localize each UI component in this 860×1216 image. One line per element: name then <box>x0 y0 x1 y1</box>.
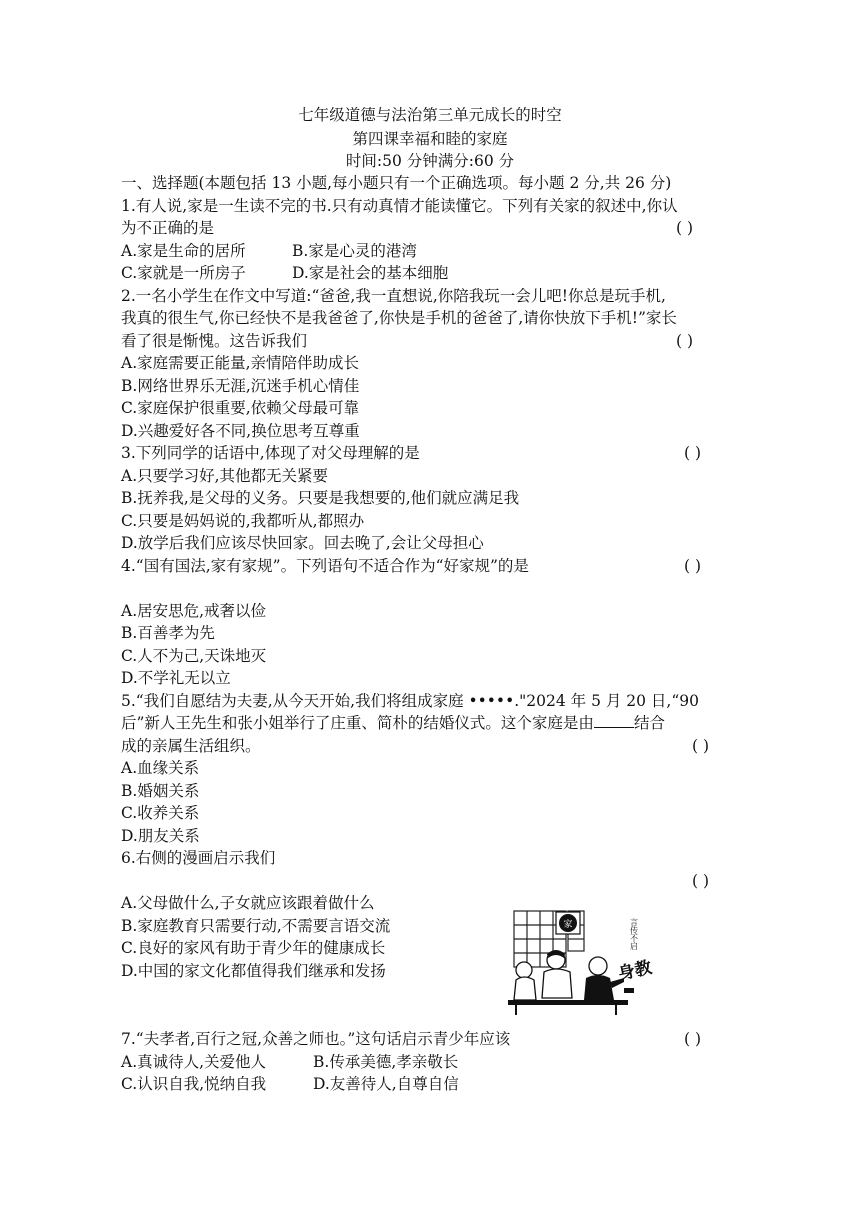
q3-option-b: B.抚养我,是父母的义务。只要是我想要的,他们就应满足我 <box>121 489 520 507</box>
family-comic-image <box>506 908 664 1016</box>
q5-option-d: D.朋友关系 <box>121 827 200 845</box>
q6-option-a: A.父母做什么,子女就应该跟着做什么 <box>121 894 375 912</box>
q5-answer-blank[interactable]: ( ) <box>692 737 710 755</box>
q4-option-a: A.居安思危,戒奢以俭 <box>121 602 267 620</box>
lesson-title: 第四课幸福和睦的家庭 <box>352 130 508 148</box>
q1-option-c: C.家就是一所房子 <box>121 264 246 282</box>
q7-option-c: C.认识自我,悦纳自我 <box>121 1075 267 1093</box>
q4-option-b: B.百善孝为先 <box>121 624 215 642</box>
q4-stem: 4.“国有国法,家有家规”。下列语句不适合作为“好家规”的是 <box>121 557 529 575</box>
q2-answer-blank[interactable]: ( ) <box>676 332 694 350</box>
q3-answer-blank[interactable]: ( ) <box>684 444 702 462</box>
q5-stem-line3: 成的亲属生活组织。 <box>121 737 261 755</box>
svg-text:家: 家 <box>563 920 573 930</box>
comic-caption-large: 身教 <box>616 957 654 985</box>
q4-option-c: C.人不为己,天诛地灭 <box>121 647 267 665</box>
q2-stem-line3: 看了很是惭愧。这告诉我们 <box>121 332 308 350</box>
q5-stem-line2-text: 后”新人王先生和张小姐举行了庄重、简朴的结婚仪式。这个家庭是由 <box>121 714 594 732</box>
comic-caption-small: 言传不启 <box>629 918 639 950</box>
q1-option-a: A.家是生命的居所 <box>121 242 246 260</box>
q1-stem-line2: 为不正确的是 <box>121 219 215 237</box>
q5-stem-line2 <box>121 712 665 734</box>
q2-option-b: B.网络世界乐无涯,沉迷手机心情佳 <box>121 377 360 395</box>
q5-stem-line1: 5.“我们自愿结为夫妻,从今天开始,我们将组成家庭 •••••."2024 年 5 月 20 日,“90 <box>121 692 700 710</box>
q3-option-d: D.放学后我们应该尽快回家。回去晚了,会让父母担心 <box>121 534 484 552</box>
q6-answer-blank[interactable]: ( ) <box>692 872 710 890</box>
q2-option-c: C.家庭保护很重要,依赖父母最可靠 <box>121 399 360 417</box>
q7-option-b: B.传承美德,孝亲敬长 <box>313 1053 459 1071</box>
q5-stem-line2-end: 结合 <box>633 714 665 732</box>
q2-option-a: A.家庭需要正能量,亲情陪伴助成长 <box>121 354 360 372</box>
q1-option-b: B.家是心灵的港湾 <box>292 242 417 260</box>
q6-option-b: B.家庭教育只需要行动,不需要言语交流 <box>121 917 391 935</box>
q5-option-a: A.血缘关系 <box>121 759 200 777</box>
q7-option-a: A.真诚待人,关爱他人 <box>121 1053 267 1071</box>
q3-option-a: A.只要学习好,其他都无关紧要 <box>121 467 329 485</box>
q6-option-d: D.中国的家文化都值得我们继承和发扬 <box>121 962 386 980</box>
q7-stem: 7.“夫孝者,百行之冠,众善之师也。”这句话启示青少年应该 <box>121 1030 511 1048</box>
q2-stem-line1: 2.一名小学生在作文中写道:“爸爸,我一直想说,你陪我玩一会儿吧!你总是玩手机, <box>121 287 666 305</box>
q7-option-d: D.友善待人,自尊自信 <box>313 1075 459 1093</box>
q6-stem: 6.右侧的漫画启示我们 <box>121 849 276 867</box>
q1-option-d: D.家是社会的基本细胞 <box>292 264 449 282</box>
q4-option-d: D.不学礼无以立 <box>121 669 231 687</box>
q1-stem-line1: 1.有人说,家是一生读不完的书.只有动真情才能读懂它。下列有关家的叙述中,你认 <box>121 197 678 215</box>
q2-option-d: D.兴趣爱好各不同,换位思考互尊重 <box>121 422 360 440</box>
q5-option-c: C.收养关系 <box>121 804 200 822</box>
section-heading: 一、选择题(本题包括 13 小题,每小题只有一个正确选项。每小题 2 分,共 26 分) <box>121 174 672 192</box>
q6-option-c: C.良好的家风有助于青少年的健康成长 <box>121 939 386 957</box>
q4-answer-blank[interactable]: ( ) <box>684 557 702 575</box>
q2-stem-line2: 我真的很生气,你已经快不是我爸爸了,你快是手机的爸爸了,请你快放下手机!”家长 <box>121 309 677 327</box>
q5-fill-blank[interactable] <box>594 713 634 728</box>
time-score-info: 时间:50 分钟满分:60 分 <box>345 152 515 170</box>
q3-stem: 3.下列同学的话语中,体现了对父母理解的是 <box>121 444 420 462</box>
q7-answer-blank[interactable]: ( ) <box>684 1030 702 1048</box>
q5-option-b: B.婚姻关系 <box>121 782 200 800</box>
worksheet-title: 七年级道德与法治第三单元成长的时空 <box>298 106 562 124</box>
q3-option-c: C.只要是妈妈说的,我都听从,都照办 <box>121 512 365 530</box>
q1-answer-blank[interactable]: ( ) <box>676 219 694 237</box>
